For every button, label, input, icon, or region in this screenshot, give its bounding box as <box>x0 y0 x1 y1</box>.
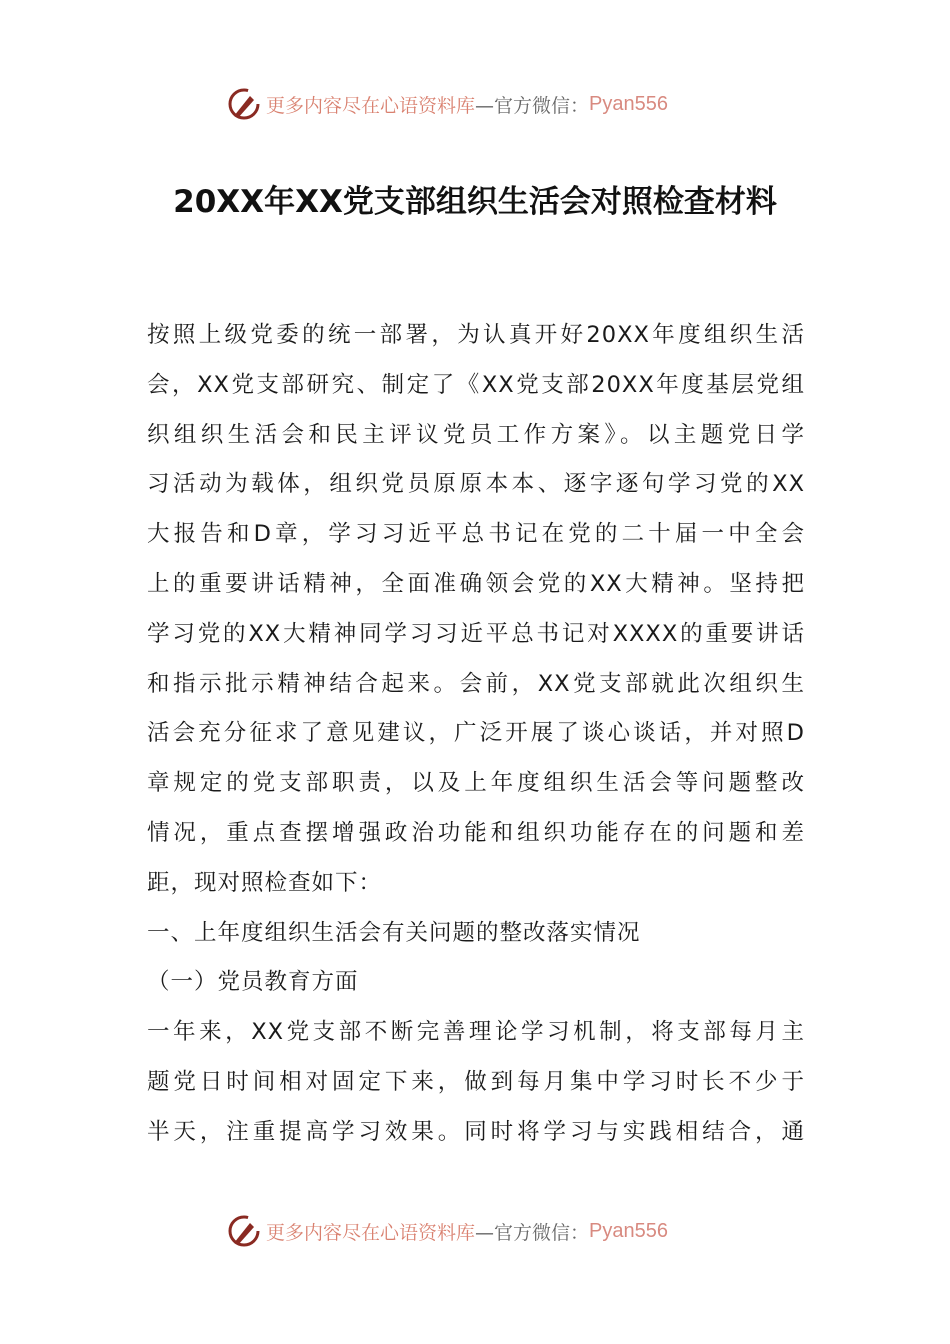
text-line: 学习党的XX大精神同学习习近平总书记对XXXX的重要讲话 <box>147 620 805 647</box>
banner-wechat-id: Pyan556 <box>589 1219 668 1242</box>
banner-wechat-label: —官方微信： <box>475 1221 590 1244</box>
text-line: 距，现对照检查如下： <box>147 869 383 896</box>
footer-banner <box>226 1211 668 1251</box>
pen-logo-icon <box>226 1213 262 1249</box>
text-line: 一年来，XX党支部不断完善理论学习机制，将支部每月主 <box>147 1019 805 1046</box>
text-line: 大报告和D章，学习习近平总书记在党的二十届一中全会 <box>147 521 805 548</box>
banner-text: 更多内容尽在心语资料库 <box>266 1221 476 1244</box>
banner-wechat-id: Pyan556 <box>589 92 668 115</box>
header-banner <box>226 84 668 124</box>
text-line: （一）党员教育方面 <box>147 969 359 996</box>
banner-text: 更多内容尽在心语资料库 <box>266 94 476 117</box>
text-line: 会，XX党支部研究、制定了《XX党支部20XX年度基层党组 <box>147 371 805 398</box>
text-line: 上的重要讲话精神，全面准确领会党的XX大精神。坚持把 <box>147 570 805 597</box>
text-line: 一、上年度组织生活会有关问题的整改落实情况 <box>147 919 641 946</box>
text-line: 半天，注重提高学习效果。同时将学习与实践相结合，通 <box>147 1118 805 1145</box>
text-line: 章规定的党支部职责，以及上年度组织生活会等问题整改 <box>147 770 805 797</box>
pen-logo-icon <box>226 86 262 122</box>
text-line: 情况，重点查摆增强政治功能和组织功能存在的问题和差 <box>147 819 805 846</box>
text-line: 织组织生活会和民主评议党员工作方案》。以主题党日学 <box>147 421 805 448</box>
text-line: 活会充分征求了意见建议，广泛开展了谈心谈话，并对照D <box>147 720 805 747</box>
document-title: 20XX年XX党支部组织生活会对照检查材料 <box>173 184 777 220</box>
text-line: 和指示批示精神结合起来。会前，XX党支部就此次组织生 <box>147 670 805 697</box>
text-line: 题党日时间相对固定下来，做到每月集中学习时长不少于 <box>147 1068 805 1095</box>
text-line: 习活动为载体，组织党员原原本本、逐字逐句学习党的XX <box>147 471 805 498</box>
document-body <box>147 313 805 1160</box>
banner-wechat-label: —官方微信： <box>475 94 590 117</box>
text-line: 按照上级党委的统一部署，为认真开好20XX年度组织生活 <box>147 322 805 348</box>
